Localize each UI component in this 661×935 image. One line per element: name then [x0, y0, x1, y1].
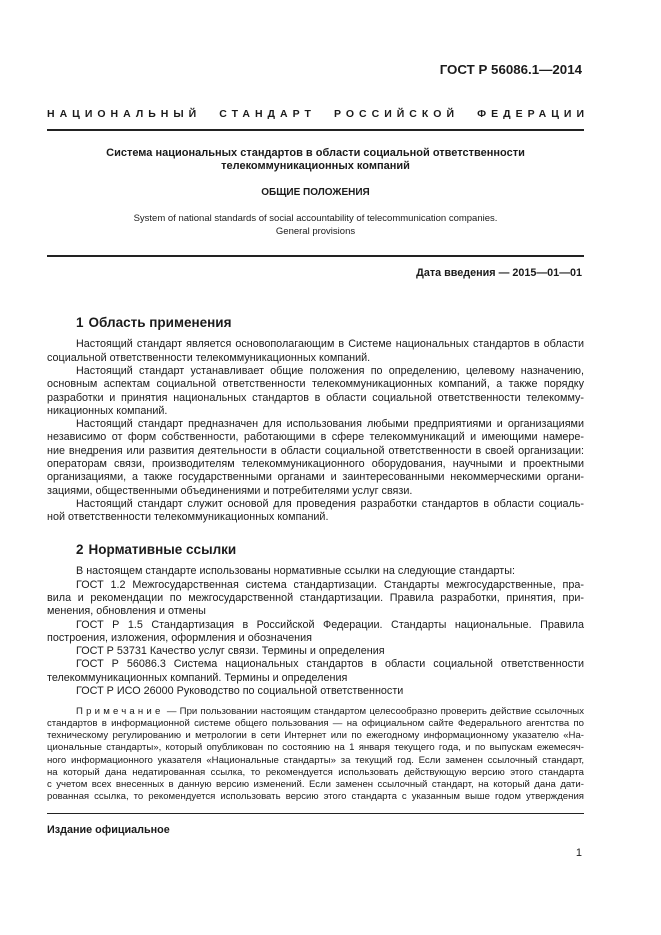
section-number: 2	[76, 542, 84, 557]
document-subtitle: ОБЩИЕ ПОЛОЖЕНИЯ	[261, 186, 370, 198]
header-rule	[47, 129, 584, 131]
text-line: ние внедрения или развития деятельности в области социальной ответственности в своей организации:	[47, 444, 584, 457]
text-line: Настоящий стандарт является основополагающим в Системе национальных стандартов в области	[76, 338, 584, 351]
note-text: — При пользовании настоящим стандартом целесообразно проверить действие ссылочных	[166, 706, 585, 717]
text-line: Настоящий стандарт предназначен для использования любыми предприятиями и организациями	[76, 418, 584, 431]
english-title-line: System of national standards of social accountability of telecommunication companies.	[133, 212, 498, 224]
section-title: Область применения	[88, 315, 232, 330]
note-label: Примечание	[76, 706, 164, 717]
section-number: 1	[76, 315, 84, 330]
document-title	[47, 147, 584, 173]
note-line: на который дана недатированная ссылка, то рекомендуется использовать действующую версию этого стандарта	[47, 766, 584, 778]
reference-note	[47, 706, 584, 803]
section-heading	[76, 315, 231, 331]
text-line: В настоящем стандарте использованы нормативные ссылки на следующие стандарты:	[76, 565, 515, 578]
text-line: основным аспектам социальной ответственности телекоммуникационных компаний, а также порядку	[47, 378, 584, 391]
text-line: Настоящий стандарт устанавливает общие положения по определению, целевому назначению,	[76, 364, 584, 377]
text-line: ГОСТ Р ИСО 26000 Руководство по социальной ответственности	[76, 685, 404, 698]
english-title	[47, 212, 584, 238]
note-line: техническому регулированию и метрологии в сети Интернет или по ежегодному информационному указателю «На-	[47, 730, 584, 742]
text-line: независимо от форм собственности, работающими в сфере телекоммуникаций и имеющими намере-	[47, 431, 584, 444]
note-line: ного информационного указателя «Национальные стандарты» за текущий год. Если заменен ссылочный стандарт,	[47, 754, 584, 766]
text-line: менения, обновления и отмены	[47, 605, 206, 618]
text-line: Настоящий стандарт служит основой для проведения разработки стандартов в области социаль-	[76, 497, 584, 510]
official-edition-label: Издание официальное	[47, 824, 170, 836]
text-line: зациями, общественными объединениями и потребителями услуг связи.	[47, 484, 413, 497]
text-line: ГОСТ 1.2 Межгосударственная система стандартизации. Стандарты межгосударственные, пра-	[76, 578, 584, 591]
note-line: стандартов в информационной системе общего пользования — на официальном сайте Федерального агентства по	[47, 718, 584, 730]
text-line: ной ответственности телекоммуникационных компаний.	[47, 511, 329, 524]
text-line: ГОСТ Р 1.5 Стандартизация в Российской Федерации. Стандарты национальные. Правила	[76, 618, 584, 631]
note-line: циональные стандарты», который опубликован по состоянию на 1 января текущего года, и по выпускам ежемесяч-	[47, 742, 584, 754]
footer-rule	[47, 813, 584, 814]
text-line: организациями, а также государственными органами и заинтересованными некоммерческими органи-	[47, 471, 584, 484]
document-code: ГОСТ Р 56086.1—2014	[439, 62, 582, 77]
date-of-introduction: Дата введения — 2015—01—01	[416, 267, 582, 279]
section-body	[47, 565, 584, 698]
text-line: вила и рекомендации по межгосударственной стандартизации. Правила разработки, принятия, при-	[47, 591, 584, 604]
text-line: ГОСТ Р 53731 Качество услуг связи. Термины и определения	[76, 645, 385, 658]
title-rule	[47, 255, 584, 257]
text-line: разработки и принятия национальных стандартов в области социальной ответственности телекомму-	[47, 391, 584, 404]
note-line: рованная ссылка, то рекомендуется использовать версию этого стандарта с указанным выше годом утверждения	[47, 790, 584, 802]
section-body	[47, 338, 584, 524]
text-line: никационных компаний.	[47, 404, 168, 417]
text-line: ГОСТ Р 56086.3 Система национальных стандартов в области социальной ответственности	[76, 658, 584, 671]
text-line: операторам связи, производителям телекоммуникационного оборудования, научными и проектными	[47, 458, 584, 471]
page-number: 1	[575, 847, 582, 859]
note-line	[47, 706, 584, 718]
document-title-line: Система национальных стандартов в области социальной ответственности	[106, 146, 525, 159]
section-title: Нормативные ссылки	[88, 542, 237, 557]
note-line: с учетом всех внесенных в данную версию изменений. Если заменен ссылочный стандарт, на который дана дати-	[47, 778, 584, 790]
section-heading	[76, 542, 236, 558]
document-title-line: телекоммуникационных компаний	[221, 159, 410, 172]
text-line: социальной ответственности телекоммуникационных компаний.	[47, 351, 371, 364]
text-line: телекоммуникационных компаний. Термины и определения	[47, 671, 348, 684]
english-title-line: General provisions	[275, 225, 356, 237]
text-line: построения, изложения, оформления и обозначения	[47, 631, 312, 644]
national-standard-banner: НАЦИОНАЛЬНЫЙ СТАНДАРТ РОССИЙСКОЙ ФЕДЕРАЦИИ	[47, 108, 589, 120]
